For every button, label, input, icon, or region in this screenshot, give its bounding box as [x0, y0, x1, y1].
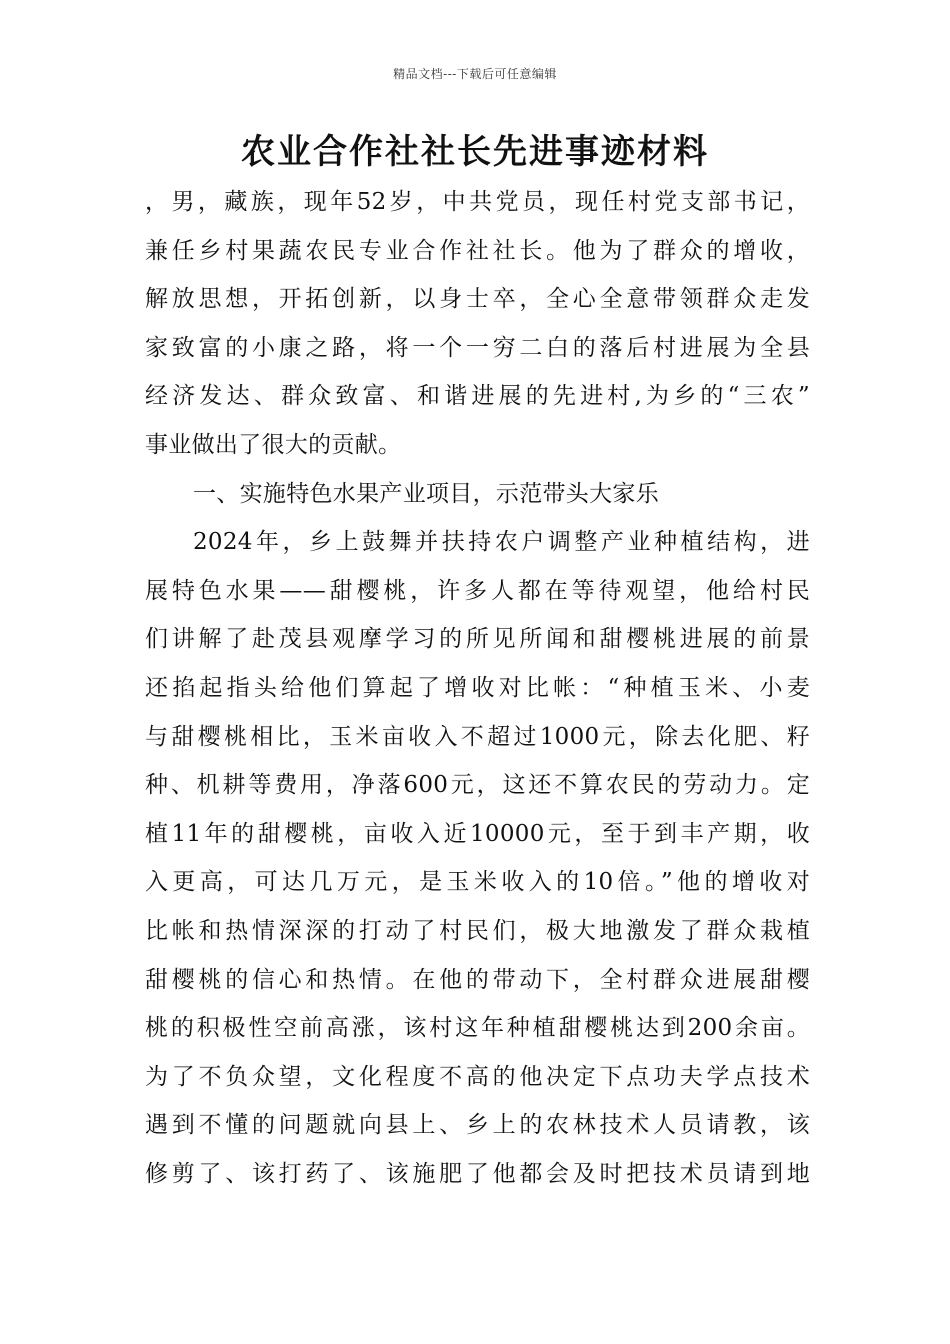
header-note: 精品文档---下载后可任意编辑	[393, 67, 557, 81]
body-text-line: 为了不负众望，文化程度不高的他决定下点功夫学点技术	[145, 1063, 810, 1090]
body-text-line: 与甜樱桃相比，玉米亩收入不超过1000元，除去化肥、籽	[145, 723, 810, 750]
body-text-line: 一、实施特色水果产业项目，示范带头大家乐	[193, 480, 659, 507]
body-text-line: 家致富的小康之路，将一个一穷二白的落后村进展为全县	[145, 334, 810, 361]
body-text-line: 修剪了、该打药了、该施肥了他都会及时把技术员请到地	[145, 1160, 810, 1187]
body-text-line: 甜樱桃的信心和热情。在他的带动下，全村群众进展甜樱	[145, 966, 810, 993]
body-text-line: 解放思想，开拓创新，以身士卒，全心全意带领群众走发	[145, 286, 810, 313]
body-text-line: 植11年的甜樱桃，亩收入近10000元，至于到丰产期，收	[145, 820, 810, 847]
document-title: 农业合作社社长先进事迹材料	[241, 132, 709, 172]
body-text-line: 桃的积极性空前高涨，该村这年种植甜樱桃达到200余亩。	[145, 1015, 810, 1042]
body-text-line: 兼任乡村果蔬农民专业合作社社长。他为了群众的增收，	[145, 237, 810, 264]
body-text-line: 经济发达、群众致富、和谐进展的先进村,为乡的“三农”	[145, 383, 810, 410]
body-text-line: 事业做出了很大的贡献。	[145, 431, 402, 458]
body-text-line: 还掐起指头给他们算起了增收对比帐：“种植玉米、小麦	[145, 674, 810, 701]
body-text-line: 遇到不懂的问题就向县上、乡上的农林技术人员请教，该	[145, 1112, 810, 1139]
body-text-line: 展特色水果——甜樱桃，许多人都在等待观望，他给村民	[145, 577, 810, 604]
body-text-line: 种、机耕等费用，净落600元，这还不算农民的劳动力。定	[145, 772, 810, 799]
body-text-line: 比帐和热情深深的打动了村民们，极大地激发了群众栽植	[145, 917, 810, 944]
body-text-line: 们讲解了赴茂县观摩学习的所见所闻和甜樱桃进展的前景	[145, 626, 810, 653]
body-text-line: 入更高，可达几万元，是玉米收入的10倍。”他的增收对	[145, 869, 810, 896]
document-body	[145, 178, 810, 1198]
body-text-line: ，男，藏族，现年52岁，中共党员，现任村党支部书记，	[145, 189, 810, 215]
body-text-line: 2024年，乡上鼓舞并扶持农户调整产业种植结构，进	[193, 529, 810, 556]
